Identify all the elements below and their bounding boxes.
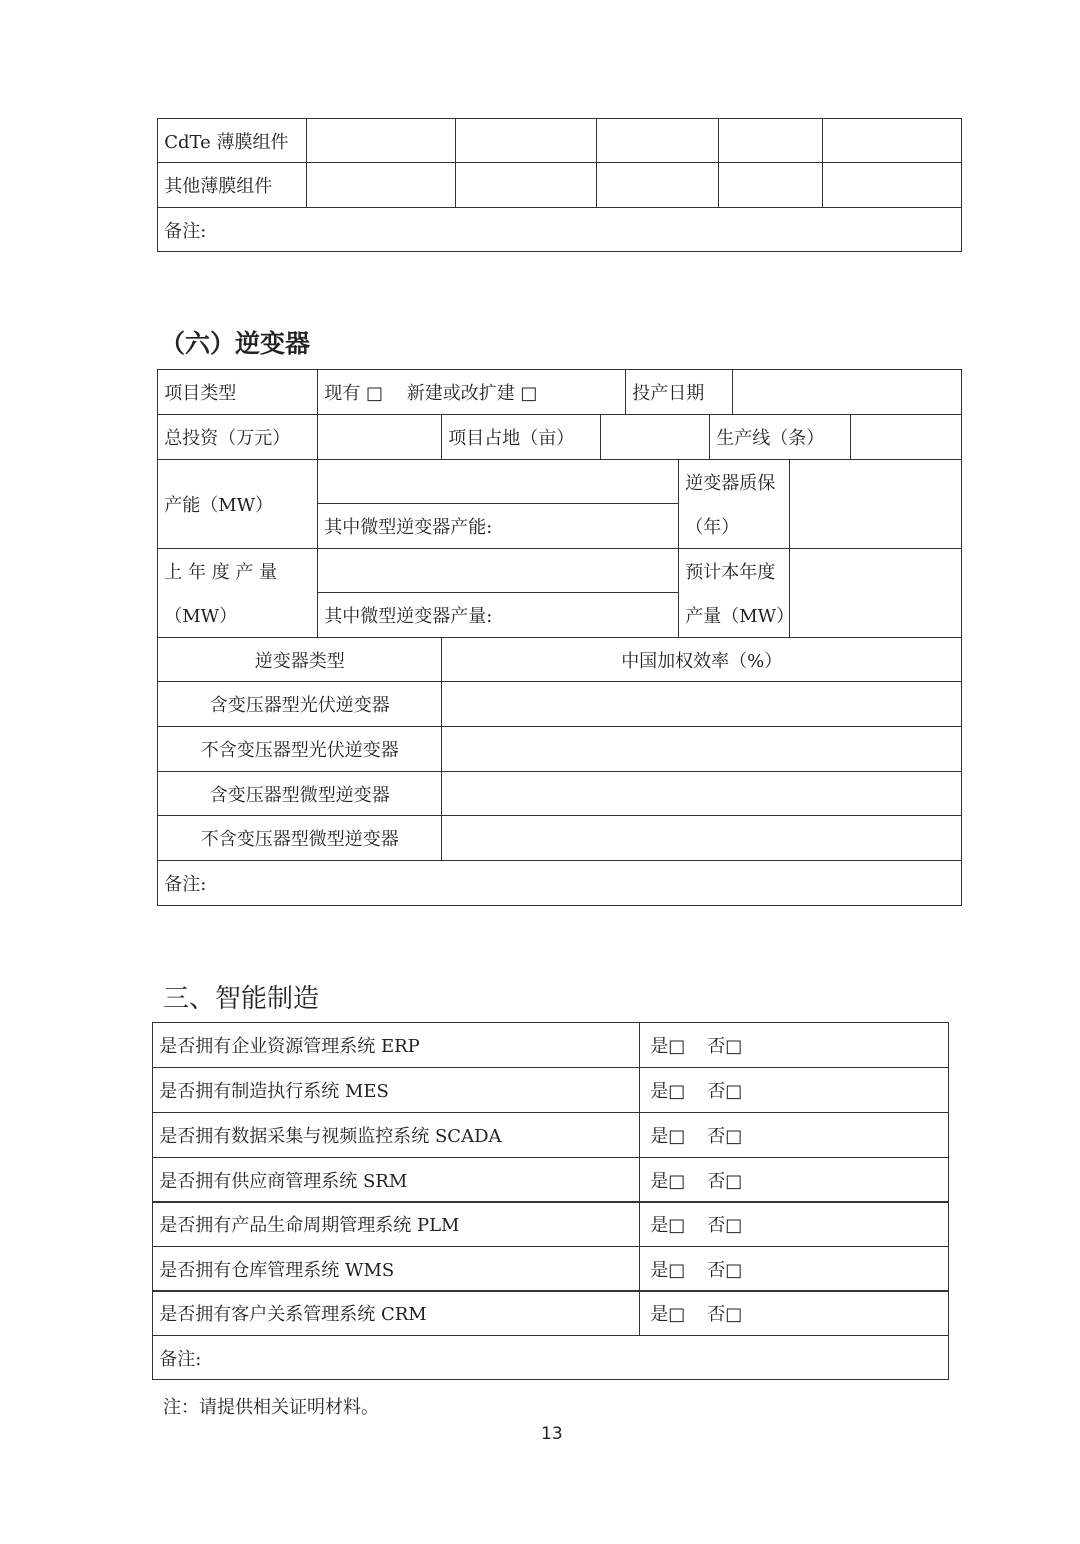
label: 产能（MW）	[157, 459, 318, 549]
micro-output-field[interactable]: 其中微型逆变器产量:	[317, 592, 679, 638]
page-number: 13	[541, 1424, 563, 1444]
section-heading: 三、智能制造	[163, 984, 320, 1014]
yes-no-cell	[639, 1201, 949, 1247]
yes-no-cell	[639, 1157, 949, 1203]
row-label: CdTe 薄膜组件	[157, 118, 307, 163]
label: 生产线（条）	[709, 414, 851, 460]
column-header: 逆变器类型	[157, 637, 442, 682]
yes-checkbox[interactable]: 是□	[650, 1260, 686, 1282]
row-label: 其他薄膜组件	[157, 162, 307, 208]
note-cell[interactable]: 备注:	[157, 207, 962, 252]
cell[interactable]	[822, 162, 962, 208]
yes-checkbox[interactable]: 是□	[650, 1036, 686, 1058]
no-checkbox[interactable]: 否□	[707, 1304, 743, 1326]
cell[interactable]	[596, 162, 719, 208]
label: 上 年 度 产 量	[164, 562, 278, 584]
yes-checkbox[interactable]: 是□	[650, 1304, 686, 1326]
section-heading: （六）逆变器	[160, 329, 311, 358]
label: （年）	[685, 517, 740, 539]
label: 总投资（万元）	[157, 414, 318, 460]
system-question: 是否拥有制造执行系统 MES	[152, 1067, 640, 1113]
system-question: 是否拥有产品生命周期管理系统 PLM	[152, 1201, 640, 1247]
efficiency-field[interactable]	[441, 726, 962, 772]
cell[interactable]	[718, 118, 823, 163]
yes-checkbox[interactable]: 是□	[650, 1126, 686, 1148]
cell[interactable]	[718, 162, 823, 208]
label: 产量（MW）	[685, 606, 795, 628]
column-header: 中国加权效率（%）	[441, 637, 962, 682]
lines-field[interactable]	[850, 414, 962, 460]
note-cell[interactable]: 备注:	[157, 860, 962, 906]
yes-no-cell	[639, 1112, 949, 1158]
yes-no-cell	[639, 1067, 949, 1113]
label: 项目类型	[157, 369, 318, 415]
cell[interactable]	[306, 162, 456, 208]
yes-checkbox[interactable]: 是□	[650, 1081, 686, 1103]
label: 逆变器质保	[685, 473, 776, 495]
cell[interactable]	[306, 118, 456, 163]
forecast-label	[678, 548, 795, 638]
inverter-type: 含变压器型微型逆变器	[157, 771, 442, 816]
cell[interactable]	[822, 118, 962, 163]
inverter-type: 含变压器型光伏逆变器	[157, 681, 442, 727]
cell[interactable]	[455, 118, 597, 163]
label: 预计本年度	[685, 562, 776, 584]
no-checkbox[interactable]: 否□	[707, 1036, 743, 1058]
efficiency-field[interactable]	[441, 815, 962, 861]
note-cell[interactable]: 备注:	[152, 1335, 949, 1380]
output-field[interactable]	[317, 548, 679, 593]
output-label	[157, 548, 318, 638]
forecast-field[interactable]	[789, 548, 962, 638]
warranty-field[interactable]	[789, 459, 962, 549]
land-field[interactable]	[600, 414, 710, 460]
no-checkbox[interactable]: 否□	[707, 1081, 743, 1103]
no-checkbox[interactable]: 否□	[707, 1215, 743, 1237]
warranty-label	[678, 459, 790, 549]
cell[interactable]	[596, 118, 719, 163]
yes-no-cell	[639, 1246, 949, 1292]
invest-field[interactable]	[317, 414, 442, 460]
capacity-field[interactable]	[317, 459, 679, 504]
no-checkbox[interactable]: 否□	[707, 1126, 743, 1148]
project-type-options[interactable]: 现有 □ 新建或改扩建 □	[317, 369, 626, 415]
yes-no-cell	[639, 1290, 949, 1336]
inverter-type: 不含变压器型微型逆变器	[157, 815, 442, 861]
cell[interactable]	[455, 162, 597, 208]
footnote: 注：请提供相关证明材料。	[163, 1397, 379, 1418]
no-checkbox[interactable]: 否□	[707, 1171, 743, 1193]
efficiency-field[interactable]	[441, 771, 962, 816]
yes-checkbox[interactable]: 是□	[650, 1171, 686, 1193]
micro-capacity-field[interactable]: 其中微型逆变器产能:	[317, 503, 679, 549]
system-question: 是否拥有仓库管理系统 WMS	[152, 1246, 640, 1292]
efficiency-field[interactable]	[441, 681, 962, 727]
label: 投产日期	[625, 369, 733, 415]
system-question: 是否拥有客户关系管理系统 CRM	[152, 1290, 640, 1336]
label: 项目占地（亩）	[441, 414, 601, 460]
inverter-type: 不含变压器型光伏逆变器	[157, 726, 442, 772]
system-question: 是否拥有数据采集与视频监控系统 SCADA	[152, 1112, 640, 1158]
date-field[interactable]	[732, 369, 962, 415]
system-question: 是否拥有供应商管理系统 SRM	[152, 1157, 640, 1203]
system-question: 是否拥有企业资源管理系统 ERP	[152, 1022, 640, 1068]
yes-checkbox[interactable]: 是□	[650, 1215, 686, 1237]
label: （MW）	[164, 606, 238, 628]
no-checkbox[interactable]: 否□	[707, 1260, 743, 1282]
yes-no-cell	[639, 1022, 949, 1068]
